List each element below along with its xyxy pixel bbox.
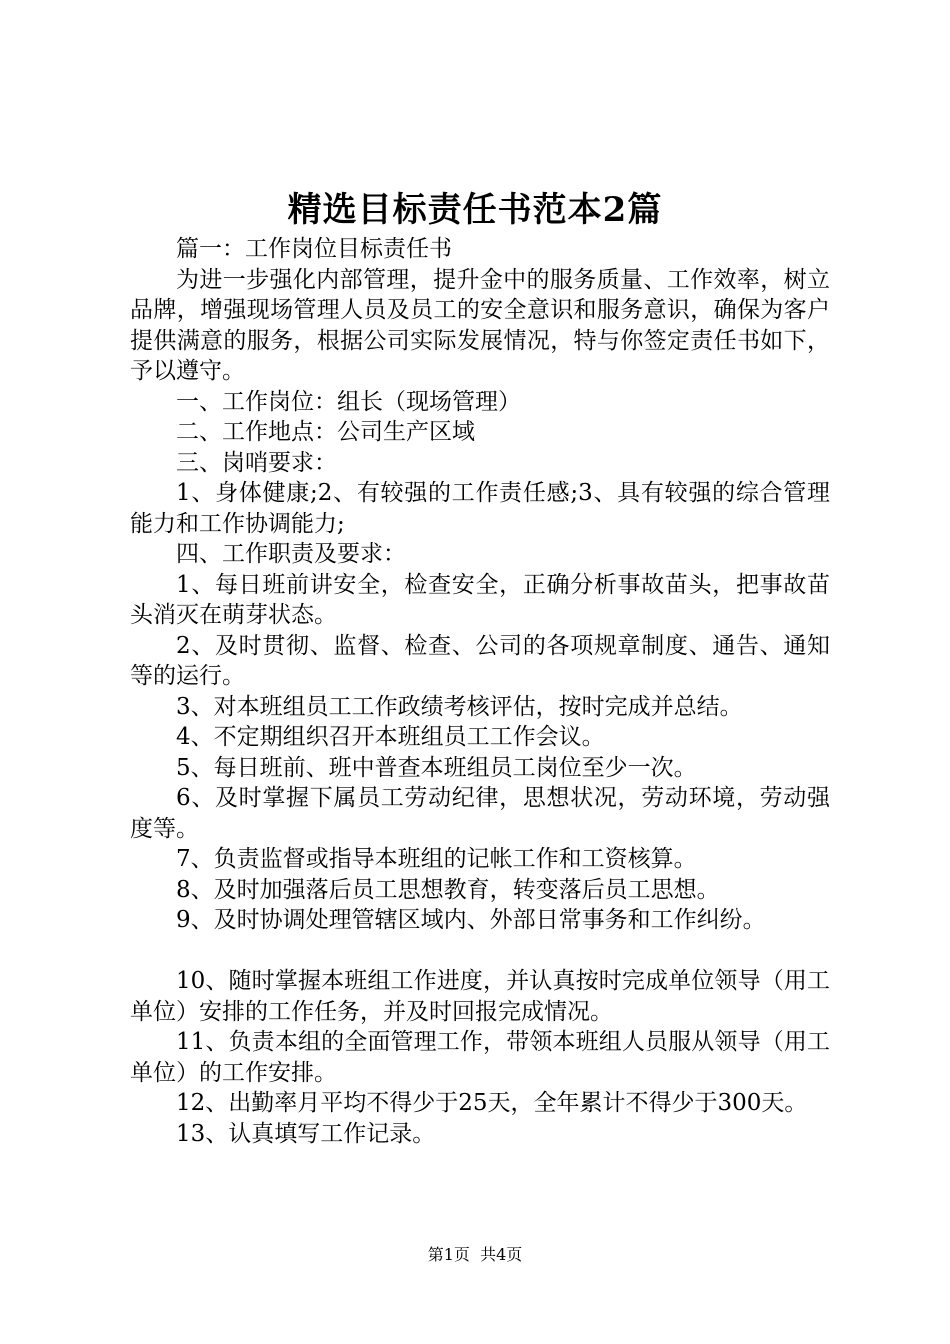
duty-item: 11、负责本组的全面管理工作，带领本班组人员服从领导（用工单位）的工作安排。	[130, 1029, 830, 1086]
duty-item: 6、及时掌握下属员工劳动纪律，思想状况，劳动环境，劳动强度等。	[130, 785, 830, 842]
duty-item: 5、每日班前、班中普查本班组员工岗位至少一次。	[176, 754, 697, 781]
duty-item: 9、及时协调处理管辖区域内、外部日常事务和工作纠纷。	[176, 907, 766, 933]
duty-item: 12、出勤率月平均不得少于25天，全年累计不得少于300天。	[176, 1090, 808, 1116]
item-position: 一、工作岗位：组长（现场管理）	[176, 388, 521, 415]
item-requirements-heading: 三、岗哨要求：	[176, 449, 337, 476]
blank-line	[130, 936, 830, 967]
duty-item: 1、每日班前讲安全，检查安全，正确分析事故苗头，把事故苗头消灭在萌芽状态。	[130, 571, 830, 628]
duty-item: 2、及时贯彻、监督、检查、公司的各项规章制度、通告、通知等的运行。	[130, 632, 830, 689]
duty-item: 13、认真填写工作记录。	[176, 1120, 436, 1147]
duty-item: 8、及时加强落后员工思想教育，转变落后员工思想。	[176, 876, 720, 903]
page-footer: 第1页 共4页	[427, 1245, 523, 1264]
document-body	[130, 234, 830, 1149]
intro-paragraph: 为进一步强化内部管理，提升金中的服务质量、工作效率，树立品牌，增强现场管理人员及员工的安全意识和服务意识，确保为客户提供满意的服务，根据公司实际发展情况，特与你签定责任书如下，予以遵守。	[130, 266, 830, 384]
section-heading: 篇一：工作岗位目标责任书	[176, 236, 452, 262]
duty-item: 4、不定期组织召开本班组员工工作会议。	[176, 724, 605, 750]
item-location: 二、工作地点：公司生产区域	[176, 419, 475, 445]
duty-item: 3、对本班组员工工作政绩考核评估，按时完成并总结。	[176, 693, 743, 720]
item-duties-heading: 四、工作职责及要求：	[176, 541, 406, 567]
duty-item: 10、随时掌握本班组工作进度，并认真按时完成单位领导（用工单位）安排的工作任务，并及时回报完成情况。	[130, 968, 830, 1025]
document-title: 精选目标责任书范本2篇	[287, 190, 663, 230]
requirements-paragraph: 1、身体健康;2、有较强的工作责任感;3、具有较强的综合管理能力和工作协调能力;	[130, 480, 830, 537]
duty-item: 7、负责监督或指导本班组的记帐工作和工资核算。	[176, 846, 697, 872]
